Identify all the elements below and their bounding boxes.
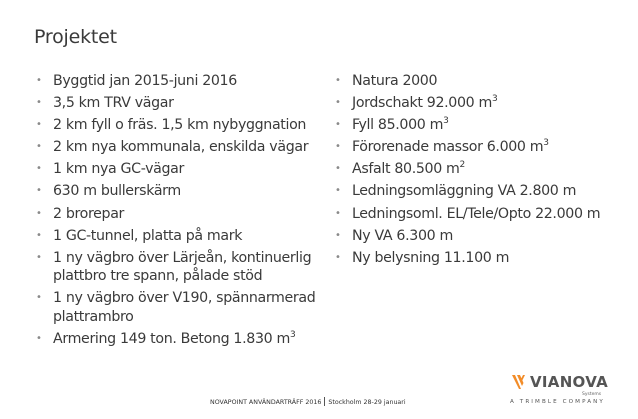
list-item-text: Ny VA 6.300 m <box>352 227 453 244</box>
bullet-icon: • <box>36 332 42 344</box>
list-item-text: Natura 2000 <box>352 73 438 89</box>
list-item-text: 2 km nya kommunala, enskilda vägar <box>53 139 309 156</box>
logo-tagline: A TRIMBLE COMPANY <box>510 399 605 405</box>
bullet-icon: • <box>335 141 341 153</box>
list-item <box>334 94 629 113</box>
list-item-text: 630 m bullerskärm <box>53 183 181 200</box>
footer-location: Stockholm 28-29 januari <box>328 399 406 406</box>
list-item-text: 2 km fyll o fräs. 1,5 km nybyggnation <box>53 117 307 134</box>
bullet-icon: • <box>36 75 42 86</box>
bullet-icon: • <box>36 207 42 219</box>
bullet-icon: • <box>335 185 341 197</box>
bullet-icon: • <box>36 185 42 197</box>
list-item-text: Asfalt 80.500 m <box>352 161 460 178</box>
logo-wordmark: VIANOVA <box>530 373 609 391</box>
list-item <box>35 205 325 224</box>
bullet-icon: • <box>335 163 341 175</box>
list-item <box>35 116 325 135</box>
list-item <box>334 205 629 224</box>
list-item-text: 1 ny vägbro över Lärjeån, kontinuerlig plattbro tre spann, pålade stöd <box>53 249 312 285</box>
superscript: 3 <box>543 138 549 149</box>
footer <box>210 397 406 406</box>
list-item <box>334 227 629 246</box>
logo-subtitle: Systems <box>582 392 602 397</box>
list-item <box>35 182 325 201</box>
list-item <box>35 138 325 157</box>
list-item <box>35 94 325 113</box>
list-item-text: Ledningsomläggning VA 2.800 m <box>352 183 577 200</box>
bullet-icon: • <box>36 163 42 175</box>
vianova-logo-icon <box>510 372 530 392</box>
superscript: 3 <box>491 94 498 105</box>
list-item <box>35 249 325 286</box>
bullet-icon: • <box>36 251 42 263</box>
list-item-text: Armering 149 ton. Betong 1.830 m <box>53 330 290 347</box>
bullet-icon: • <box>335 97 341 109</box>
list-item-text: Byggtid jan 2015-juni 2016 <box>53 73 237 89</box>
superscript: 3 <box>289 329 296 340</box>
bullet-icon: • <box>335 207 341 219</box>
bullet-icon: • <box>36 119 42 131</box>
list-item <box>334 160 629 179</box>
bullet-icon: • <box>36 97 42 109</box>
list-item <box>334 72 629 91</box>
list-item-text: 3,5 km TRV vägar <box>53 95 174 112</box>
vianova-logo <box>510 372 618 410</box>
list-item-text: 1 GC-tunnel, platta på mark <box>53 227 243 244</box>
list-item <box>334 116 629 135</box>
list-item-text: Förorenade massor 6.000 m <box>352 139 544 156</box>
footer-divider <box>324 397 325 406</box>
bullet-icon: • <box>36 292 42 304</box>
list-item <box>334 138 629 157</box>
bullet-icon: • <box>335 75 341 86</box>
bullet-icon: • <box>36 229 42 241</box>
right-bullet-list <box>334 72 629 271</box>
bullet-icon: • <box>335 229 341 241</box>
superscript: 3 <box>443 116 449 127</box>
list-item-text: Ledningsoml. EL/Tele/Opto 22.000 m <box>352 205 601 222</box>
list-item <box>35 330 325 349</box>
footer-event: NOVAPOINT ANVÄNDARTRÄFF 2016 <box>210 399 322 406</box>
bullet-icon: • <box>36 141 42 153</box>
list-item-text: Jordschakt 92.000 m <box>352 95 492 112</box>
list-item <box>334 249 629 268</box>
slide-title: Projektet <box>34 26 117 48</box>
list-item <box>35 160 325 179</box>
left-bullet-list <box>35 72 325 352</box>
superscript: 2 <box>459 160 465 171</box>
list-item-text: 2 brorepar <box>53 205 125 222</box>
list-item <box>334 182 629 201</box>
list-item-text: Ny belysning 11.100 m <box>352 249 510 266</box>
list-item <box>35 72 325 91</box>
list-item-text: 1 km nya GC-vägar <box>53 161 184 178</box>
bullet-icon: • <box>335 119 341 131</box>
list-item-text: Fyll 85.000 m <box>352 117 444 134</box>
list-item <box>35 289 325 326</box>
list-item <box>35 227 325 246</box>
list-item-text: 1 ny vägbro över V190, spännarmerad plattrambro <box>53 290 316 325</box>
bullet-icon: • <box>335 251 341 263</box>
